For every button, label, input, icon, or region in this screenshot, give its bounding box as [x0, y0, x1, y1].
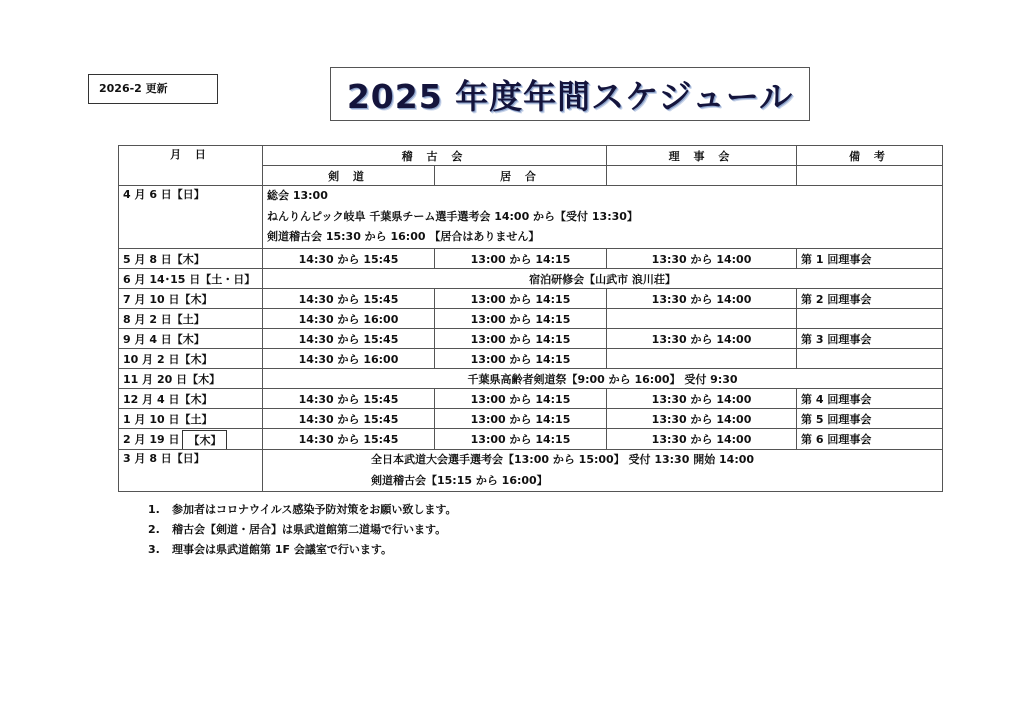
note-text: 参加者はコロナウイルス感染予防対策をお願い致します。 [172, 503, 457, 516]
event-cell: 千葉県高齢者剣道祭【9:00 から 16:00】 受付 9:30 [263, 369, 943, 389]
riji-cell: 13:30 から 14:00 [607, 389, 797, 409]
date-cell: 4 月 6 日【日】 [119, 186, 263, 249]
biko-cell: 第 2 回理事会 [797, 289, 943, 309]
event-cell [263, 450, 943, 492]
table-row [119, 369, 943, 389]
iai-cell: 13:00 から 14:15 [435, 389, 607, 409]
note-item [148, 500, 456, 520]
table-row [119, 309, 943, 329]
event-cell: 宿泊研修会【山武市 浪川荘】 [263, 269, 943, 289]
event-line: 剣道稽古会【15:15 から 16:00】 [371, 473, 548, 487]
header-iai: 居 合 [435, 166, 607, 186]
kendo-cell: 14:30 から 15:45 [263, 429, 435, 450]
riji-cell [607, 349, 797, 369]
kendo-cell: 14:30 から 15:45 [263, 389, 435, 409]
riji-cell: 13:30 から 14:00 [607, 329, 797, 349]
iai-cell: 13:00 から 14:15 [435, 309, 607, 329]
table-row [119, 289, 943, 309]
schedule-table [118, 145, 943, 492]
note-number: 1. [148, 503, 160, 516]
date-cell: 11 月 20 日【木】 [119, 369, 263, 389]
header-riji: 理 事 会 [607, 146, 797, 166]
iai-cell: 13:00 から 14:15 [435, 289, 607, 309]
date-cell: 10 月 2 日【木】 [119, 349, 263, 369]
header-riji-empty [607, 166, 797, 186]
kendo-cell: 14:30 から 15:45 [263, 289, 435, 309]
biko-cell: 第 6 回理事会 [797, 429, 943, 450]
biko-cell: 第 5 回理事会 [797, 409, 943, 429]
date-cell: 7 月 10 日【木】 [119, 289, 263, 309]
iai-cell: 13:00 から 14:15 [435, 429, 607, 450]
event-line: 剣道稽古会 15:30 から 16:00 【居合はありません】 [267, 230, 540, 244]
title-box [330, 67, 810, 121]
date-cell: 3 月 8 日【日】 [119, 450, 263, 492]
weekday-badge: 【木】 [182, 430, 227, 450]
table-row [119, 349, 943, 369]
kendo-cell: 14:30 から 16:00 [263, 309, 435, 329]
header-keiko: 稽 古 会 [263, 146, 607, 166]
date-cell: 12 月 4 日【木】 [119, 389, 263, 409]
event-line: ねんりんピック岐阜 千葉県チーム選手選考会 14:00 から【受付 13:30】 [267, 209, 638, 223]
date-cell: 1 月 10 日【土】 [119, 409, 263, 429]
table-row [119, 186, 943, 249]
header-date: 月 日 [119, 146, 263, 186]
event-cell [263, 186, 943, 249]
biko-cell: 第 3 回理事会 [797, 329, 943, 349]
date-cell: 5 月 8 日【木】 [119, 249, 263, 269]
event-line: 全日本武道大会選手選考会【13:00 から 15:00】 受付 13:30 開始 14:00 [371, 453, 755, 467]
date-cell: 9 月 4 日【木】 [119, 329, 263, 349]
header-biko-empty [797, 166, 943, 186]
riji-cell: 13:30 から 14:00 [607, 429, 797, 450]
riji-cell: 13:30 から 14:00 [607, 289, 797, 309]
note-text: 稽古会【剣道・居合】は県武道館第二道場で行います。 [172, 523, 447, 536]
table-row [119, 389, 943, 409]
iai-cell: 13:00 から 14:15 [435, 249, 607, 269]
page-title: 2025 年度年間スケジュール [346, 76, 794, 116]
table-row [119, 269, 943, 289]
biko-cell: 第 4 回理事会 [797, 389, 943, 409]
kendo-cell: 14:30 から 15:45 [263, 249, 435, 269]
date-cell: 6 月 14･15 日【土・日】 [119, 269, 263, 289]
table-row [119, 429, 943, 450]
riji-cell: 13:30 から 14:00 [607, 249, 797, 269]
biko-cell [797, 349, 943, 369]
table-row [119, 450, 943, 492]
riji-cell [607, 309, 797, 329]
kendo-cell: 14:30 から 16:00 [263, 349, 435, 369]
event-line: 総会 13:00 [267, 189, 328, 202]
notes-list [148, 500, 456, 560]
kendo-cell: 14:30 から 15:45 [263, 329, 435, 349]
update-label: 2026-2 更新 [88, 74, 218, 104]
table-row [119, 329, 943, 349]
note-number: 2. [148, 523, 160, 536]
iai-cell: 13:00 から 14:15 [435, 329, 607, 349]
note-item [148, 520, 456, 540]
date-cell [119, 429, 263, 450]
note-text: 理事会は県武道館第 1F 会議室で行います。 [172, 543, 392, 556]
date-text: 2 月 19 日 [123, 433, 180, 447]
date-cell: 8 月 2 日【土】 [119, 309, 263, 329]
header-row [119, 146, 943, 166]
iai-cell: 13:00 から 14:15 [435, 349, 607, 369]
biko-cell [797, 309, 943, 329]
riji-cell: 13:30 から 14:00 [607, 409, 797, 429]
biko-cell: 第 1 回理事会 [797, 249, 943, 269]
header-kendo: 剣 道 [263, 166, 435, 186]
table-row [119, 409, 943, 429]
note-number: 3. [148, 543, 160, 556]
kendo-cell: 14:30 から 15:45 [263, 409, 435, 429]
note-item [148, 540, 456, 560]
table-row [119, 249, 943, 269]
header-biko: 備 考 [797, 146, 943, 166]
iai-cell: 13:00 から 14:15 [435, 409, 607, 429]
